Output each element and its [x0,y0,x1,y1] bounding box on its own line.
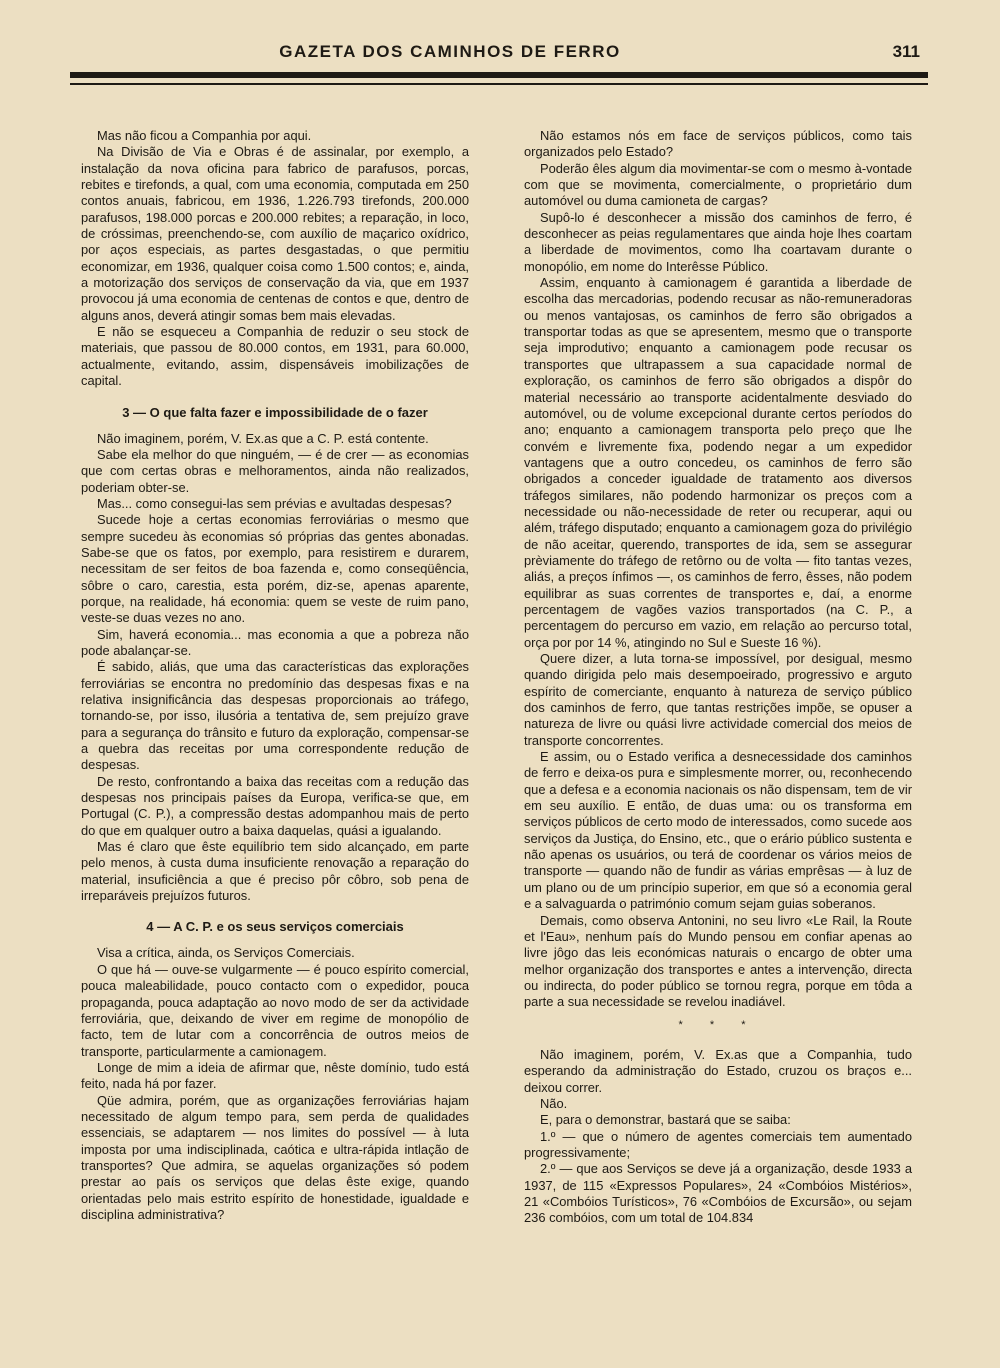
header-rule-thin [70,83,928,85]
paragraph: O que há — ouve-se vulgarmente — é pouco espírito comercial, pouca maleabilidade, pouco contacto com o expedidor, pouca propaganda, pouca adaptação ao novo modo de ser da actividade ferroviária, que, deixando de viver em regime de monopólio de facto, tem de lutar com a concorrência de outros meios de transporte, particularmente a camionagem. [81,961,469,1059]
paragraph: Mas não ficou a Companhia por aqui. [97,128,312,143]
section-heading-3: 3 — O que falta fazer e impossibilidade de o fazer [122,404,428,420]
paragraph: Qüe admira, porém, que as organizações ferroviárias hajam necessitado de algum tempo para, sem perda de qualidades essenciais, se adaptarem — nos limites do possível — à luta imposta por uma indisciplinada, caótica e ultra-rápida intlação de transportes? Que admira, se aquelas organizações só podem prestar ao país os serviços que delas êste exige, quando orientadas pelo mais estrito espírito de honestidade, igualdade e disciplina administrativa? [81,1092,469,1222]
paragraph: Assim, enquanto à camionagem é garantida a liberdade de escolha das mercadorias, podendo recusar as não-remuneradoras ou menos vantajosas, os caminhos de ferro são obrigados a transportar todas as que se apresentem, mesmo que o transporte seja improdutivo; enquanto a camionagem pode recusar os transportes que ultrapassem a sua capacidade normal de exploração, os caminhos de ferro são obrigados a dispôr do material necessário ao transporte acidentalmente desviado do automóvel, ou de volume excepcional durante certos períodos do ano; enquanto a camionagem transporta pelo preço que lhe convém e livremente fixa, podendo negar a um expedidor vantagens que a outro concedeu, os caminhos de ferro são obrigados a conceder igualdade de tratamento aos diversos tráfegos similares, não podendo harmonizar os preços com a necessidade ou não-necessidade de reter ou recuperar, aqui ou além, tráfego disputado; enquanto a camionagem goza do privilégio de não aceitar, querendo, transportes de ida, sem se assegurar prèviamente do tráfego de retôrno ou de volta — fito tantas vezes, aliás, a preços ínfimos —, os caminhos de ferro, êsses, não podem equilibrar as suas correntes de transportes e, daí, a enorme percentagem de vagões vazios transportados (na C. P., a percentagem do percurso em vazio, em relação ao percurso total, orça por por 14 %, atingindo no Sul e Sueste 16 %). [524,275,912,650]
page-number: 311 [892,42,920,61]
paragraph: Poderão êles algum dia movimentar-se com o mesmo à-vontade com que se movimenta, comercialmente, o proprietário dum automóvel ou duma camioneta de cargas? [524,160,912,209]
header-rule-thick [70,72,928,78]
paragraph: E, para o demonstrar, bastará que se saiba: [540,1112,791,1128]
paragraph: Não. [540,1095,568,1111]
paragraph: Longe de mim a ideia de afirmar que, nêste domínio, tudo está feito, nada há por fazer. [81,1059,469,1092]
paragraph: 1.º — que o número de agentes comerciais tem aumentado progressivamente; [524,1128,912,1160]
paragraph: Sucede hoje a certas economias ferroviárias o mesmo que sempre sucedeu às economias só próprias das gentes abonadas. Sabe-se que os fatos, por exemplo, para resistirem e durarem, necessitam de ser feitos de boa fazenda e, como conseqüência, sôbre o caro, carestia, esta porém, diz-se, apenas aparente, porque, na realidade, há economia: quem se veste de ruim pano, veste-se duas vezes no ano. [81,512,469,626]
paragraph: De resto, confrontando a baixa das receitas com a redução das despesas nos principais países da Europa, verifica-se que, em Portugal (C. P.), a compressão destas adompanhou mais de perto do que em qualquer outro a baixa daquelas, quási a igualando. [81,773,469,838]
page-header [70,40,930,70]
paragraph: Na Divisão de Via e Obras é de assinalar, por exemplo, a instalação da nova oficina para fabrico de parafusos, porcas, rebites e tirefonds, a qual, com uma economia, computada em 250 contos anuais, fabricou, em 1936, 1.226.793 tirefonds, 200.000 parafusos, 198.000 porcas e 200.000 rebites; a reparação, in loco, de cróssimas, preenchendo-se, com auxílio de maçarico oxídrico, por aços especiais, as partes desgastadas, o que permitiu economizar, em 1936, qualquer coisa como 1.500 contos; e, ainda, a motorização dos serviços de conservação da via, que em 1937 provocou já uma economia de centenas de contos e que, dentro de alguns anos, deverá atingir somas bem mais elevadas. [81,144,469,323]
paragraph: É sabido, aliás, que uma das características das explorações ferroviárias se encontra no predomínio das despesas fixas e na relativa insignificância das despesas proporcionais ao tráfego, tornando-se, por isso, ilusória a tentativa de, sem prejuízo grave para a segurança do trânsito e futuro da exploração, compensar-se a quebra das receitas por uma correspondente redução de despesas. [81,659,469,773]
journal-title: GAZETA DOS CAMINHOS DE FERRO [279,42,621,61]
paragraph: Supô-lo é desconhecer a missão dos caminhos de ferro, é desconhecer as peias regulamentares que ainda hoje lhes coartam a liberdade de movimentos, como lha coartavam durante o monopólio, em nome do Interêsse Público. [524,209,912,274]
left-column [81,128,469,1223]
paragraph: Demais, como observa Antonini, no seu livro «Le Rail, la Route et l'Eau», nenhum país do Mundo pensou em confiar apenas ao livre jôgo das leis económicas naturais o encargo de obter uma melhor organização dos transportes e antes a intervenção, directa ou indirecta, do poder público se tornou regra, porque em tôda a parte a sua necessidade se revelou inadiável. [524,912,912,1010]
section-divider-stars: * * * [678,1018,758,1031]
paragraph: Mas... como consegui-las sem prévias e avultadas despesas? [97,495,452,511]
paragraph: Não imaginem, porém, V. Ex.as que a C. P. está contente. [97,430,429,446]
paragraph: Mas é claro que êste equilíbrio tem sido alcançado, em parte pelo menos, à custa duma insuficiente renovação a reparação do material, insuficiência a que é preciso pôr côbro, sob pena de irreparáveis prejuízos futuros. [81,839,469,904]
paragraph: E não se esqueceu a Companhia de reduzir o seu stock de materiais, que passou de 80.000 contos, em 1931, para 60.000, actualmente, evitando, assim, dispensáveis imobilizações de capital. [81,324,469,389]
paragraph: Sabe ela melhor do que ninguém, — é de crer — as economias que com certas obras e melhoramentos, ainda não realizados, poderiam obter-se. [81,446,469,495]
paragraph: Visa a crítica, ainda, os Serviços Comerciais. [97,945,355,961]
paragraph: Não imaginem, porém, V. Ex.as que a Companhia, tudo esperando da administração do Estado, cruzou os braços e... deixou correr. [524,1046,912,1095]
section-heading-4: 4 — A C. P. e os seus serviços comerciais [146,919,404,935]
paragraph: Sim, haverá economia... mas economia a que a pobreza não pode abalançar-se. [81,626,469,658]
paragraph: E assim, ou o Estado verifica a desnecessidade dos caminhos de ferro e deixa-os pura e simplesmente morrer, ou, reconhecendo que a defesa e a economia nacionais os não dispensam, tem de vir em seu auxílio. E então, de duas uma: ou os transforma em serviços públicos de certo modo de interessados, como sucede aos serviços da Justiça, do Ensino, etc., que o erário público sustenta e não apenas os usuários, ou terá de coordenar os vários meios de transporte — quando não de fundir as várias emprêsas — à luz de um plano ou de um princípio superior, em que só a economia geral e a salvaguarda o património comum sejam guias soberanos. [524,749,912,912]
paragraph: Quere dizer, a luta torna-se impossível, por desigual, mesmo quando dirigida pelo mais desempoeirado, progressivo e arguto espírito de comerciante, enquanto à natureza de serviço público dos caminhos de ferro, que tantas restrições impõe, se opuser a natureza de livre ou quási livre actividade comercial dos meios de transporte concorrentes. [524,651,912,748]
paragraph: Não estamos nós em face de serviços públicos, como tais organizados pelo Estado? [524,128,912,160]
paragraph: 2.º — que aos Serviços se deve já a organização, desde 1933 a 1937, de 115 «Expressos Populares», 24 «Combóios Mistérios», 21 «Combóios Turísticos», 76 «Combóios de Excursão», ou sejam 236 combóios, com um total de 104.834 [524,1161,912,1226]
right-column [524,128,912,1227]
